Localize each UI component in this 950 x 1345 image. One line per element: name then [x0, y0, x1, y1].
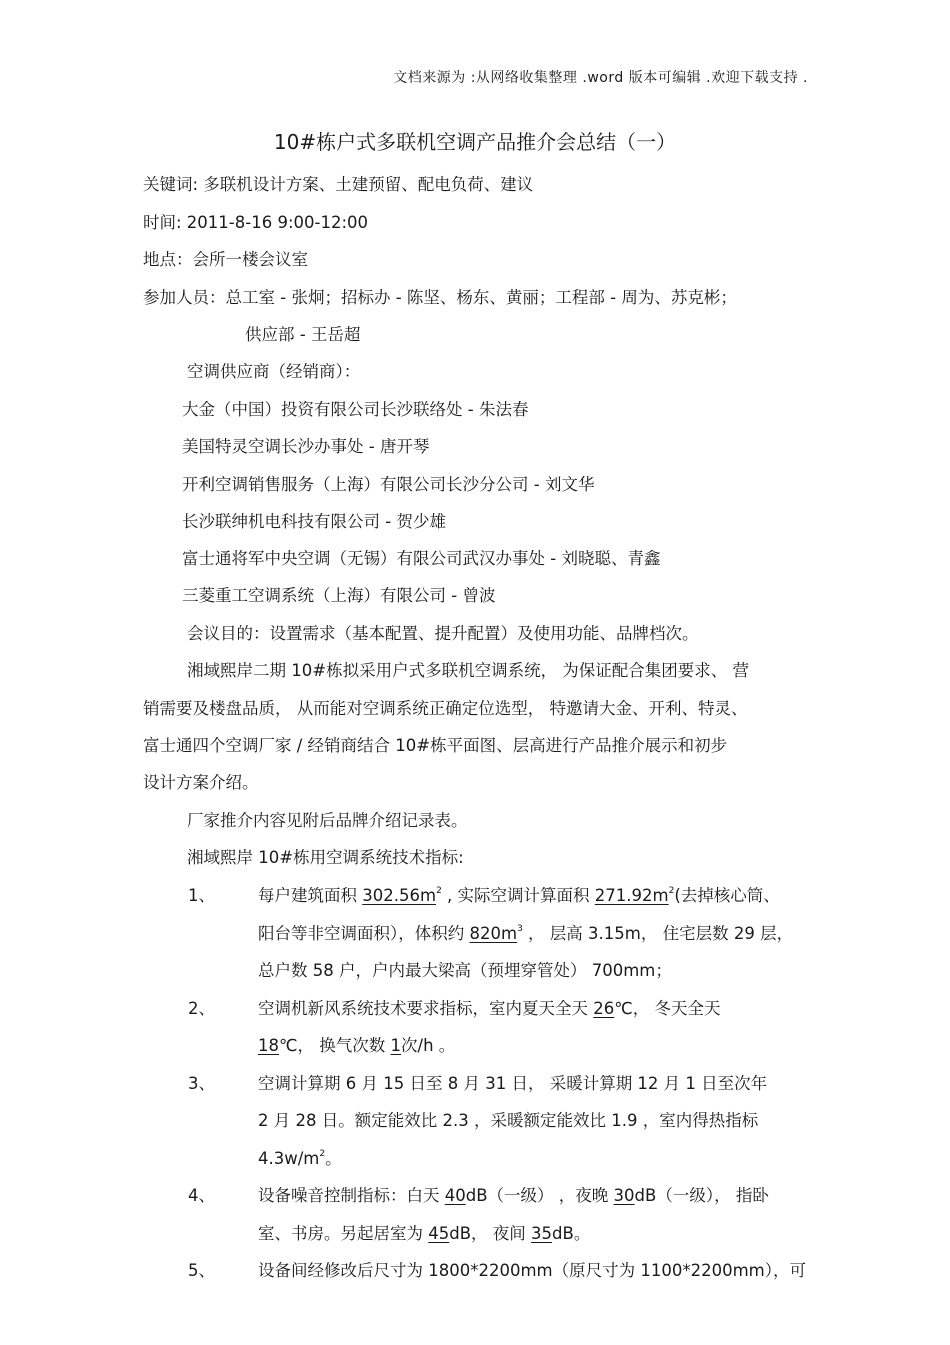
text-segment: 次/h 。: [401, 1036, 456, 1055]
building-area-value: 302.56m: [362, 886, 437, 905]
text-segment: 每户建筑面积: [258, 886, 363, 905]
document-title: 10#栋户式多联机空调产品推介会总结（一）: [273, 130, 677, 154]
indicator-3-line-3: [258, 1151, 342, 1168]
list-number: 2、: [188, 999, 215, 1018]
text-segment: 室、书房。另起居室为: [258, 1224, 429, 1243]
indicator-3-line-2: 2 月 28 日。额定能效比 2.3 ，采暖额定能效比 1.9 ，室内得热指标: [258, 1111, 759, 1130]
superscript: 2: [436, 886, 442, 896]
indicator-2-line-1: [258, 1001, 721, 1018]
supplier-item: 开利空调销售服务（上海）有限公司长沙分公司 - 刘文华: [182, 475, 595, 494]
supplier-item: 三菱重工空调系统（上海）有限公司 - 曾波: [182, 586, 496, 605]
text-segment: ， 层高 3.15m， 住宅层数 29 层，: [522, 924, 794, 943]
text-segment: 阳台等非空调面积），体积约: [258, 924, 470, 943]
text-segment: ℃， 换气次数: [279, 1036, 391, 1055]
day-noise-value: 40: [444, 1186, 466, 1205]
list-number: 5、: [188, 1261, 215, 1280]
supplier-item: 大金（中国）投资有限公司长沙联络处 - 朱法春: [182, 400, 529, 419]
supplier-item: 美国特灵空调长沙办事处 - 唐开琴: [182, 437, 430, 456]
winter-temp-value: 18: [258, 1036, 279, 1055]
text-segment: dB（一级）， 指卧: [634, 1186, 769, 1205]
meeting-purpose: 会议目的：设置需求（基本配置、提升配置）及使用功能、品牌档次。: [187, 624, 699, 643]
indicator-5-line-1: 设备间经修改后尺寸为 1800*2200mm（原尺寸为 1100*2200mm），可: [258, 1261, 806, 1280]
supplier-item: 长沙联绅机电科技有限公司 - 贺少雄: [182, 512, 446, 531]
air-change-value: 1: [390, 1036, 402, 1055]
indicator-3-line-1: 空调计算期 6 月 15 日至 8 月 31 日， 采暖计算期 12 月 1 日至次年: [258, 1074, 768, 1093]
attendees-line-1: 参加人员：总工室 - 张炯；招标办 - 陈坚、杨东、黄丽；工程部 - 周为、苏克彬；: [143, 288, 737, 307]
indicator-4-line-2: [258, 1226, 590, 1243]
list-number: 3、: [188, 1074, 215, 1093]
living-night-noise-value: 35: [531, 1224, 553, 1243]
supplier-item: 富士通将军中央空调（无锡）有限公司武汉办事处 - 刘晓聪、青鑫: [182, 549, 661, 568]
text-segment: dB。: [552, 1224, 591, 1243]
indicators-heading: 湘域熙岸 10#栋用空调系统技术指标:: [187, 848, 464, 867]
attendees-line-2: 供应部 - 王岳超: [245, 325, 361, 344]
text-segment: , 实际空调计算面积: [441, 886, 595, 905]
superscript: 3: [517, 924, 523, 934]
page-header-note: 文档来源为 :从网络收集整理 .word 版本可编辑 .欢迎下载支持 .: [393, 70, 808, 86]
indicator-2-line-2: [258, 1038, 455, 1055]
text-segment: ℃， 冬天全天: [614, 999, 721, 1018]
summer-temp-value: 26: [593, 999, 615, 1018]
ac-area-value: 271.92m: [594, 886, 669, 905]
text-segment: dB， 夜间: [449, 1224, 532, 1243]
intro-line-2: 销需要及楼盘品质， 从而能对空调系统正确定位选型， 特邀请大金、开利、特灵、: [143, 699, 748, 718]
volume-value: 820m: [469, 924, 518, 943]
text-segment: 设备噪音控制指标：白天: [258, 1186, 445, 1205]
suppliers-heading: 空调供应商（经销商）：: [187, 362, 361, 381]
intro-line-3: 富士通四个空调厂家 / 经销商结合 10#栋平面图、层高进行产品推介展示和初步: [143, 736, 728, 755]
intro-line-1: 湘域熙岸二期 10#栋拟采用户式多联机空调系统， 为保证配合集团要求、 营: [187, 661, 750, 680]
text-segment: 。: [325, 1149, 342, 1168]
intro-line-4: 设计方案介绍。: [143, 773, 259, 792]
location-line: 地点：会所一楼会议室: [143, 250, 308, 269]
night-noise-value: 30: [613, 1186, 635, 1205]
superscript: 2: [668, 886, 675, 896]
heat-gain-value: 4.3w/m: [258, 1149, 320, 1168]
list-number: 1、: [188, 886, 215, 905]
time-line: 时间: 2011-8-16 9:00-12:00: [143, 213, 368, 232]
appendix-note: 厂家推介内容见附后品牌介绍记录表。: [187, 811, 468, 830]
indicator-1-line-3: 总户数 58 户，户内最大梁高（预埋穿管处） 700mm；: [258, 961, 672, 980]
text-segment: dB（一级） ，夜晚: [465, 1186, 614, 1205]
text-segment: (去掉核心筒、: [674, 886, 780, 905]
superscript: 2: [319, 1149, 326, 1159]
indicator-4-line-1: [258, 1188, 769, 1205]
indicator-1-line-2: [258, 926, 793, 943]
text-segment: 空调机新风系统技术要求指标，室内夏天全天: [258, 999, 594, 1018]
indicator-1-line-1: [258, 888, 780, 905]
list-number: 4、: [188, 1186, 215, 1205]
living-day-noise-value: 45: [428, 1224, 450, 1243]
keywords-line: 关键词: 多联机设计方案、土建预留、配电负荷、建议: [143, 175, 534, 194]
